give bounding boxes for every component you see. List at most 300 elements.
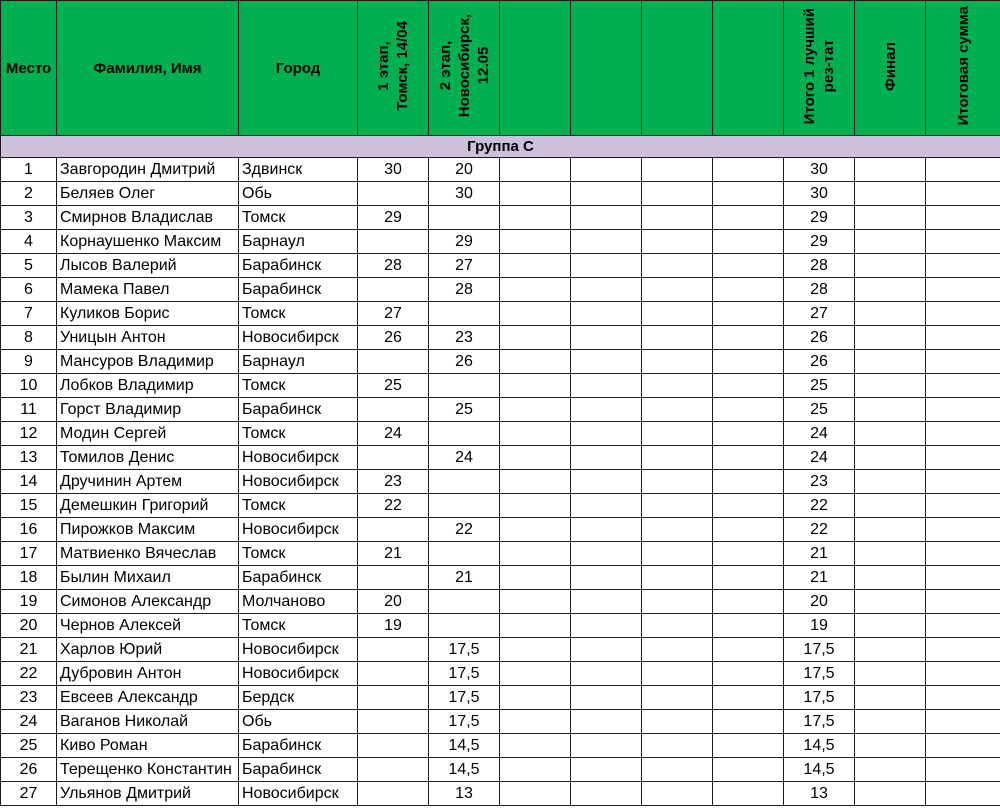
cell-best[interactable]: 25 — [784, 398, 855, 422]
cell-best[interactable]: 27 — [784, 302, 855, 326]
cell-total[interactable] — [926, 638, 1000, 662]
cell-stage1[interactable] — [358, 638, 429, 662]
cell-city[interactable]: Томск — [239, 374, 358, 398]
cell-empty-3[interactable] — [642, 182, 713, 206]
cell-empty-4[interactable] — [713, 782, 784, 806]
cell-best[interactable]: 21 — [784, 542, 855, 566]
cell-name[interactable]: Лысов Валерий — [57, 254, 239, 278]
cell-empty-4[interactable] — [713, 326, 784, 350]
cell-best[interactable]: 25 — [784, 374, 855, 398]
cell-empty-3[interactable] — [642, 662, 713, 686]
cell-empty-2[interactable] — [571, 494, 642, 518]
cell-name[interactable]: Чернов Алексей — [57, 614, 239, 638]
cell-empty-1[interactable] — [500, 590, 571, 614]
cell-best[interactable]: 29 — [784, 230, 855, 254]
cell-empty-2[interactable] — [571, 254, 642, 278]
cell-city[interactable]: Новосибирск — [239, 518, 358, 542]
cell-city[interactable]: Томск — [239, 614, 358, 638]
cell-place[interactable]: 6 — [1, 278, 57, 302]
cell-empty-3[interactable] — [642, 566, 713, 590]
cell-total[interactable] — [926, 542, 1000, 566]
cell-final[interactable] — [855, 710, 926, 734]
cell-empty-4[interactable] — [713, 158, 784, 182]
cell-empty-1[interactable] — [500, 182, 571, 206]
cell-empty-3[interactable] — [642, 446, 713, 470]
cell-place[interactable]: 15 — [1, 494, 57, 518]
cell-empty-4[interactable] — [713, 254, 784, 278]
cell-city[interactable]: Барабинск — [239, 278, 358, 302]
header-final[interactable] — [855, 1, 926, 136]
cell-empty-1[interactable] — [500, 206, 571, 230]
cell-empty-4[interactable] — [713, 710, 784, 734]
cell-city[interactable]: Обь — [239, 182, 358, 206]
cell-empty-1[interactable] — [500, 710, 571, 734]
cell-stage2[interactable]: 30 — [429, 182, 500, 206]
header-best-result[interactable] — [784, 1, 855, 136]
cell-empty-2[interactable] — [571, 206, 642, 230]
cell-place[interactable]: 13 — [1, 446, 57, 470]
cell-city[interactable]: Барабинск — [239, 758, 358, 782]
cell-empty-3[interactable] — [642, 422, 713, 446]
cell-stage1[interactable] — [358, 734, 429, 758]
cell-empty-2[interactable] — [571, 278, 642, 302]
cell-best[interactable]: 19 — [784, 614, 855, 638]
cell-best[interactable]: 30 — [784, 158, 855, 182]
cell-final[interactable] — [855, 374, 926, 398]
cell-stage1[interactable]: 21 — [358, 542, 429, 566]
cell-city[interactable]: Томск — [239, 302, 358, 326]
cell-place[interactable]: 12 — [1, 422, 57, 446]
cell-final[interactable] — [855, 278, 926, 302]
cell-place[interactable]: 16 — [1, 518, 57, 542]
cell-empty-4[interactable] — [713, 206, 784, 230]
cell-best[interactable]: 26 — [784, 326, 855, 350]
cell-place[interactable]: 11 — [1, 398, 57, 422]
cell-empty-4[interactable] — [713, 182, 784, 206]
cell-name[interactable]: Дубровин Антон — [57, 662, 239, 686]
cell-best[interactable]: 17,5 — [784, 662, 855, 686]
cell-total[interactable] — [926, 614, 1000, 638]
cell-empty-3[interactable] — [642, 638, 713, 662]
cell-final[interactable] — [855, 446, 926, 470]
cell-city[interactable]: Томск — [239, 206, 358, 230]
cell-stage1[interactable] — [358, 398, 429, 422]
cell-empty-3[interactable] — [642, 302, 713, 326]
cell-stage1[interactable]: 29 — [358, 206, 429, 230]
cell-place[interactable]: 23 — [1, 686, 57, 710]
cell-name[interactable]: Томилов Денис — [57, 446, 239, 470]
cell-empty-2[interactable] — [571, 782, 642, 806]
cell-stage1[interactable]: 22 — [358, 494, 429, 518]
cell-empty-3[interactable] — [642, 230, 713, 254]
cell-final[interactable] — [855, 686, 926, 710]
cell-place[interactable]: 4 — [1, 230, 57, 254]
cell-total[interactable] — [926, 494, 1000, 518]
cell-empty-2[interactable] — [571, 590, 642, 614]
cell-empty-4[interactable] — [713, 422, 784, 446]
cell-empty-4[interactable] — [713, 494, 784, 518]
cell-best[interactable]: 28 — [784, 254, 855, 278]
cell-city[interactable]: Барнаул — [239, 350, 358, 374]
cell-final[interactable] — [855, 398, 926, 422]
cell-empty-3[interactable] — [642, 518, 713, 542]
cell-city[interactable]: Новосибирск — [239, 638, 358, 662]
cell-city[interactable]: Молчаново — [239, 590, 358, 614]
cell-stage2[interactable] — [429, 206, 500, 230]
cell-empty-3[interactable] — [642, 614, 713, 638]
cell-empty-3[interactable] — [642, 278, 713, 302]
cell-empty-1[interactable] — [500, 254, 571, 278]
cell-stage2[interactable]: 17,5 — [429, 710, 500, 734]
cell-place[interactable]: 14 — [1, 470, 57, 494]
cell-place[interactable]: 20 — [1, 614, 57, 638]
cell-stage2[interactable]: 17,5 — [429, 686, 500, 710]
cell-empty-1[interactable] — [500, 158, 571, 182]
cell-empty-2[interactable] — [571, 470, 642, 494]
cell-place[interactable]: 3 — [1, 206, 57, 230]
cell-stage1[interactable] — [358, 446, 429, 470]
cell-stage2[interactable]: 29 — [429, 230, 500, 254]
cell-stage2[interactable]: 14,5 — [429, 758, 500, 782]
cell-place[interactable]: 26 — [1, 758, 57, 782]
cell-best[interactable]: 24 — [784, 422, 855, 446]
cell-city[interactable]: Барабинск — [239, 566, 358, 590]
cell-empty-1[interactable] — [500, 422, 571, 446]
cell-empty-3[interactable] — [642, 326, 713, 350]
cell-stage1[interactable] — [358, 758, 429, 782]
cell-best[interactable]: 22 — [784, 518, 855, 542]
cell-empty-2[interactable] — [571, 302, 642, 326]
cell-empty-4[interactable] — [713, 638, 784, 662]
cell-stage1[interactable]: 28 — [358, 254, 429, 278]
cell-stage2[interactable] — [429, 542, 500, 566]
cell-empty-1[interactable] — [500, 758, 571, 782]
cell-final[interactable] — [855, 182, 926, 206]
cell-best[interactable]: 14,5 — [784, 758, 855, 782]
cell-final[interactable] — [855, 470, 926, 494]
cell-best[interactable]: 24 — [784, 446, 855, 470]
cell-empty-1[interactable] — [500, 398, 571, 422]
cell-empty-2[interactable] — [571, 398, 642, 422]
cell-empty-3[interactable] — [642, 734, 713, 758]
cell-stage2[interactable]: 20 — [429, 158, 500, 182]
cell-empty-3[interactable] — [642, 374, 713, 398]
cell-empty-3[interactable] — [642, 470, 713, 494]
cell-city[interactable]: Томск — [239, 542, 358, 566]
cell-best[interactable]: 22 — [784, 494, 855, 518]
cell-empty-1[interactable] — [500, 662, 571, 686]
cell-name[interactable]: Харлов Юрий — [57, 638, 239, 662]
cell-empty-1[interactable] — [500, 470, 571, 494]
cell-name[interactable]: Ваганов Николай — [57, 710, 239, 734]
cell-stage1[interactable] — [358, 230, 429, 254]
cell-final[interactable] — [855, 638, 926, 662]
cell-city[interactable]: Барабинск — [239, 398, 358, 422]
cell-name[interactable]: Корнаушенко Максим — [57, 230, 239, 254]
cell-stage2[interactable]: 23 — [429, 326, 500, 350]
cell-stage2[interactable] — [429, 614, 500, 638]
cell-best[interactable]: 28 — [784, 278, 855, 302]
cell-empty-2[interactable] — [571, 422, 642, 446]
cell-empty-1[interactable] — [500, 326, 571, 350]
cell-empty-4[interactable] — [713, 278, 784, 302]
cell-empty-3[interactable] — [642, 254, 713, 278]
cell-empty-1[interactable] — [500, 638, 571, 662]
cell-empty-3[interactable] — [642, 782, 713, 806]
cell-total[interactable] — [926, 710, 1000, 734]
cell-best[interactable]: 20 — [784, 590, 855, 614]
header-name[interactable]: Фамилия, Имя — [57, 1, 239, 136]
cell-city[interactable]: Здвинск — [239, 158, 358, 182]
cell-empty-2[interactable] — [571, 230, 642, 254]
cell-stage2[interactable] — [429, 374, 500, 398]
cell-empty-3[interactable] — [642, 710, 713, 734]
cell-stage2[interactable] — [429, 302, 500, 326]
cell-city[interactable]: Новосибирск — [239, 446, 358, 470]
cell-name[interactable]: Симонов Александр — [57, 590, 239, 614]
cell-total[interactable] — [926, 254, 1000, 278]
cell-stage2[interactable]: 24 — [429, 446, 500, 470]
cell-total[interactable] — [926, 590, 1000, 614]
cell-empty-4[interactable] — [713, 758, 784, 782]
cell-name[interactable]: Матвиенко Вячеслав — [57, 542, 239, 566]
cell-stage2[interactable] — [429, 422, 500, 446]
cell-empty-2[interactable] — [571, 638, 642, 662]
cell-city[interactable]: Новосибирск — [239, 470, 358, 494]
cell-empty-4[interactable] — [713, 614, 784, 638]
cell-stage1[interactable]: 23 — [358, 470, 429, 494]
cell-stage1[interactable] — [358, 566, 429, 590]
cell-city[interactable]: Барнаул — [239, 230, 358, 254]
group-title[interactable]: Группа С — [1, 136, 1000, 158]
cell-city[interactable]: Барабинск — [239, 734, 358, 758]
cell-total[interactable] — [926, 206, 1000, 230]
cell-name[interactable]: Горст Владимир — [57, 398, 239, 422]
cell-place[interactable]: 24 — [1, 710, 57, 734]
cell-total[interactable] — [926, 398, 1000, 422]
cell-name[interactable]: Евсеев Александр — [57, 686, 239, 710]
cell-name[interactable]: Ульянов Дмитрий — [57, 782, 239, 806]
cell-empty-3[interactable] — [642, 398, 713, 422]
cell-empty-3[interactable] — [642, 686, 713, 710]
cell-total[interactable] — [926, 278, 1000, 302]
cell-stage2[interactable]: 27 — [429, 254, 500, 278]
cell-empty-2[interactable] — [571, 446, 642, 470]
cell-total[interactable] — [926, 326, 1000, 350]
cell-stage1[interactable] — [358, 710, 429, 734]
cell-name[interactable]: Завгородин Дмитрий — [57, 158, 239, 182]
cell-empty-4[interactable] — [713, 686, 784, 710]
cell-stage2[interactable] — [429, 590, 500, 614]
cell-name[interactable]: Куликов Борис — [57, 302, 239, 326]
cell-empty-3[interactable] — [642, 590, 713, 614]
cell-empty-4[interactable] — [713, 590, 784, 614]
cell-total[interactable] — [926, 422, 1000, 446]
cell-city[interactable]: Бердск — [239, 686, 358, 710]
cell-best[interactable]: 17,5 — [784, 686, 855, 710]
cell-place[interactable]: 17 — [1, 542, 57, 566]
cell-empty-1[interactable] — [500, 542, 571, 566]
cell-total[interactable] — [926, 446, 1000, 470]
cell-place[interactable]: 27 — [1, 782, 57, 806]
cell-final[interactable] — [855, 326, 926, 350]
cell-final[interactable] — [855, 758, 926, 782]
cell-empty-3[interactable] — [642, 542, 713, 566]
cell-stage1[interactable] — [358, 686, 429, 710]
cell-empty-2[interactable] — [571, 710, 642, 734]
cell-empty-2[interactable] — [571, 158, 642, 182]
cell-city[interactable]: Барабинск — [239, 254, 358, 278]
header-stage1[interactable] — [358, 1, 429, 136]
cell-stage1[interactable] — [358, 350, 429, 374]
cell-stage1[interactable]: 20 — [358, 590, 429, 614]
cell-place[interactable]: 8 — [1, 326, 57, 350]
cell-total[interactable] — [926, 230, 1000, 254]
cell-place[interactable]: 5 — [1, 254, 57, 278]
cell-empty-1[interactable] — [500, 446, 571, 470]
cell-total[interactable] — [926, 470, 1000, 494]
cell-empty-4[interactable] — [713, 230, 784, 254]
header-city[interactable]: Город — [239, 1, 358, 136]
cell-name[interactable]: Уницын Антон — [57, 326, 239, 350]
header-empty-col-4[interactable] — [713, 1, 784, 136]
cell-total[interactable] — [926, 686, 1000, 710]
cell-empty-1[interactable] — [500, 518, 571, 542]
cell-city[interactable]: Обь — [239, 710, 358, 734]
header-place[interactable]: Место — [1, 1, 57, 136]
header-empty-col-2[interactable] — [571, 1, 642, 136]
cell-name[interactable]: Киво Роман — [57, 734, 239, 758]
cell-final[interactable] — [855, 302, 926, 326]
cell-final[interactable] — [855, 254, 926, 278]
cell-final[interactable] — [855, 494, 926, 518]
cell-stage2[interactable]: 21 — [429, 566, 500, 590]
cell-empty-1[interactable] — [500, 614, 571, 638]
cell-city[interactable]: Новосибирск — [239, 326, 358, 350]
cell-final[interactable] — [855, 734, 926, 758]
cell-empty-2[interactable] — [571, 758, 642, 782]
cell-empty-4[interactable] — [713, 734, 784, 758]
cell-name[interactable]: Терещенко Константин — [57, 758, 239, 782]
cell-final[interactable] — [855, 158, 926, 182]
cell-place[interactable]: 18 — [1, 566, 57, 590]
cell-total[interactable] — [926, 374, 1000, 398]
cell-best[interactable]: 30 — [784, 182, 855, 206]
cell-stage1[interactable] — [358, 662, 429, 686]
cell-empty-4[interactable] — [713, 542, 784, 566]
cell-final[interactable] — [855, 590, 926, 614]
cell-stage1[interactable] — [358, 782, 429, 806]
cell-empty-2[interactable] — [571, 374, 642, 398]
cell-name[interactable]: Беляев Олег — [57, 182, 239, 206]
header-stage2[interactable] — [429, 1, 500, 136]
cell-empty-4[interactable] — [713, 350, 784, 374]
cell-final[interactable] — [855, 542, 926, 566]
cell-empty-1[interactable] — [500, 686, 571, 710]
cell-empty-2[interactable] — [571, 182, 642, 206]
cell-stage2[interactable]: 17,5 — [429, 638, 500, 662]
cell-total[interactable] — [926, 662, 1000, 686]
cell-final[interactable] — [855, 422, 926, 446]
cell-name[interactable]: Модин Сергей — [57, 422, 239, 446]
header-empty-col-3[interactable] — [642, 1, 713, 136]
cell-best[interactable]: 17,5 — [784, 710, 855, 734]
cell-best[interactable]: 26 — [784, 350, 855, 374]
cell-empty-2[interactable] — [571, 350, 642, 374]
cell-final[interactable] — [855, 350, 926, 374]
cell-name[interactable]: Былин Михаил — [57, 566, 239, 590]
cell-place[interactable]: 10 — [1, 374, 57, 398]
cell-total[interactable] — [926, 158, 1000, 182]
cell-empty-1[interactable] — [500, 302, 571, 326]
cell-empty-3[interactable] — [642, 494, 713, 518]
cell-empty-3[interactable] — [642, 206, 713, 230]
cell-stage1[interactable] — [358, 182, 429, 206]
cell-final[interactable] — [855, 206, 926, 230]
cell-empty-4[interactable] — [713, 374, 784, 398]
cell-total[interactable] — [926, 782, 1000, 806]
cell-empty-2[interactable] — [571, 542, 642, 566]
cell-stage2[interactable]: 17,5 — [429, 662, 500, 686]
cell-stage2[interactable]: 14,5 — [429, 734, 500, 758]
cell-final[interactable] — [855, 662, 926, 686]
cell-total[interactable] — [926, 518, 1000, 542]
cell-empty-2[interactable] — [571, 614, 642, 638]
cell-empty-4[interactable] — [713, 398, 784, 422]
cell-place[interactable]: 9 — [1, 350, 57, 374]
cell-empty-4[interactable] — [713, 662, 784, 686]
cell-place[interactable]: 7 — [1, 302, 57, 326]
cell-city[interactable]: Новосибирск — [239, 782, 358, 806]
cell-stage2[interactable]: 28 — [429, 278, 500, 302]
cell-stage2[interactable]: 25 — [429, 398, 500, 422]
cell-final[interactable] — [855, 614, 926, 638]
cell-place[interactable]: 19 — [1, 590, 57, 614]
cell-empty-1[interactable] — [500, 734, 571, 758]
cell-name[interactable]: Мансуров Владимир — [57, 350, 239, 374]
header-empty-col-1[interactable] — [500, 1, 571, 136]
cell-place[interactable]: 2 — [1, 182, 57, 206]
cell-empty-1[interactable] — [500, 350, 571, 374]
cell-final[interactable] — [855, 230, 926, 254]
cell-empty-3[interactable] — [642, 350, 713, 374]
cell-empty-3[interactable] — [642, 758, 713, 782]
cell-final[interactable] — [855, 566, 926, 590]
cell-city[interactable]: Томск — [239, 422, 358, 446]
cell-stage1[interactable]: 25 — [358, 374, 429, 398]
cell-best[interactable]: 17,5 — [784, 638, 855, 662]
cell-stage1[interactable]: 19 — [358, 614, 429, 638]
cell-total[interactable] — [926, 734, 1000, 758]
cell-empty-4[interactable] — [713, 566, 784, 590]
cell-name[interactable]: Мамека Павел — [57, 278, 239, 302]
cell-stage1[interactable] — [358, 518, 429, 542]
cell-name[interactable]: Дручинин Артем — [57, 470, 239, 494]
cell-place[interactable]: 21 — [1, 638, 57, 662]
cell-best[interactable]: 29 — [784, 206, 855, 230]
cell-empty-1[interactable] — [500, 566, 571, 590]
cell-total[interactable] — [926, 182, 1000, 206]
cell-stage2[interactable] — [429, 470, 500, 494]
cell-best[interactable]: 23 — [784, 470, 855, 494]
cell-empty-2[interactable] — [571, 734, 642, 758]
cell-place[interactable]: 25 — [1, 734, 57, 758]
cell-stage2[interactable]: 13 — [429, 782, 500, 806]
cell-name[interactable]: Лобков Владимир — [57, 374, 239, 398]
cell-empty-3[interactable] — [642, 158, 713, 182]
cell-name[interactable]: Демешкин Григорий — [57, 494, 239, 518]
cell-empty-4[interactable] — [713, 302, 784, 326]
